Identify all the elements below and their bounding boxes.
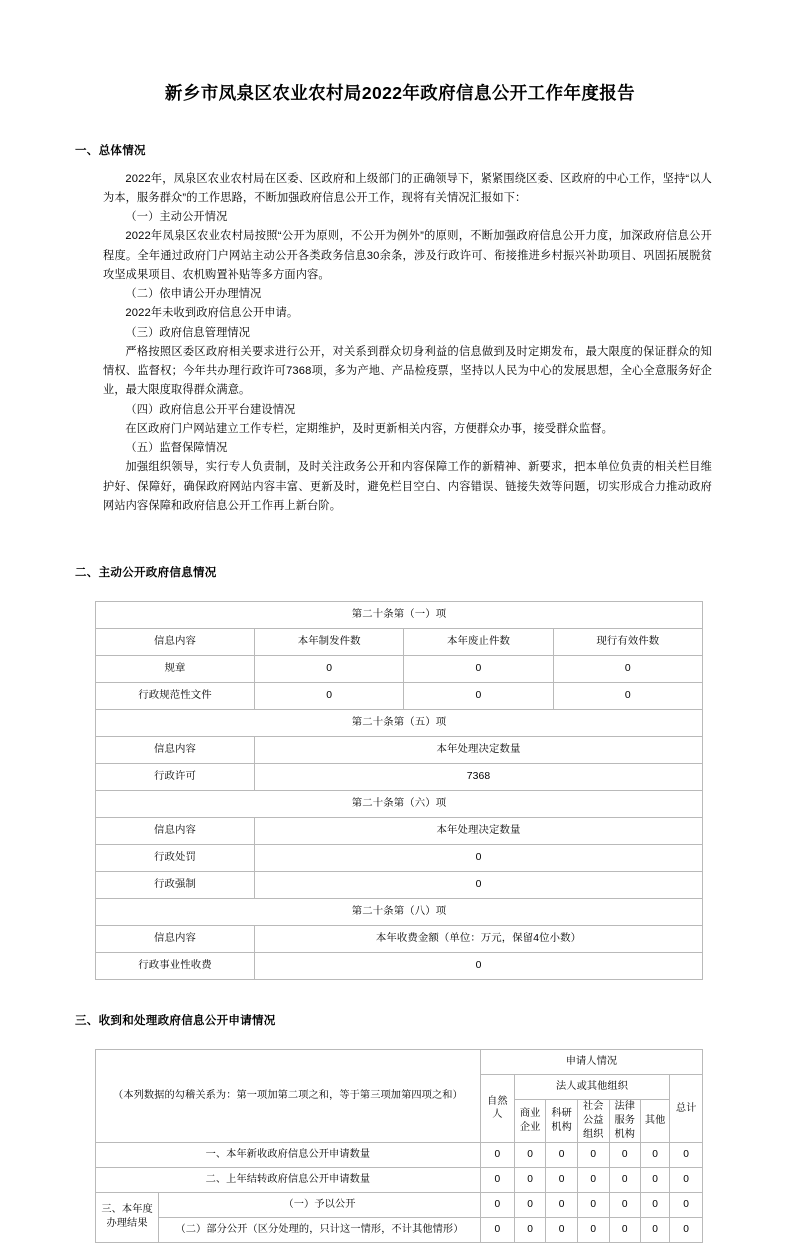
cell-value: 0 xyxy=(546,1167,578,1192)
cell-value: 0 xyxy=(546,1142,578,1167)
cell-value: 0 xyxy=(404,683,553,710)
cell-value: 0 xyxy=(480,1192,514,1217)
cell-value: 0 xyxy=(514,1142,546,1167)
paragraph: 2022年未收到政府信息公开申请。 xyxy=(125,307,299,320)
table-row xyxy=(96,710,703,737)
table-row xyxy=(96,656,703,683)
table-row xyxy=(96,818,703,845)
paragraph: （五）监督保障情况 xyxy=(125,442,228,455)
section-heading-overview: 一、总体情况 xyxy=(75,144,146,157)
column-header: 本年收费金额（单位：万元，保留4位小数） xyxy=(255,926,703,953)
column-header-commercial-enterprise: 商业企业 xyxy=(514,1100,546,1142)
cell-value: 7368 xyxy=(255,764,703,791)
column-header: 信息内容 xyxy=(96,818,255,845)
column-header-applicant-group: 申请人情况 xyxy=(480,1050,702,1075)
band-title: 第二十条第（六）项 xyxy=(96,791,703,818)
column-header: 本年制发件数 xyxy=(255,629,404,656)
table-row xyxy=(96,899,703,926)
band-title: 第二十条第（五）项 xyxy=(96,710,703,737)
cell-value: 0 xyxy=(609,1192,641,1217)
cell-value: 0 xyxy=(553,683,702,710)
cell-value: 0 xyxy=(670,1217,703,1242)
row-label: 二、上年结转政府信息公开申请数量 xyxy=(96,1167,481,1192)
cell-value: 0 xyxy=(609,1167,641,1192)
column-header-research-institution: 科研机构 xyxy=(546,1100,578,1142)
paragraph: 严格按照区委区政府相关要求进行公开，对关系到群众切身利益的信息做到及时定期发布，最大限度的保证群众的知情权、监督权；今年共办理行政许可7368项，多为产地、产品检疫票，坚持以人民为中心的发展思想，全心全意服务好企业，最大限度取得群众满意。 xyxy=(103,345,712,397)
cell-value: 0 xyxy=(255,953,703,980)
cell-value: 0 xyxy=(255,683,404,710)
table-row xyxy=(96,953,703,980)
table-row xyxy=(96,602,703,629)
column-header-total: 总计 xyxy=(670,1075,703,1142)
column-header: 本年废止件数 xyxy=(404,629,553,656)
paragraph: 在区政府门户网站建立工作专栏，定期维护，及时更新相关内容，方便群众办事，接受群众监督。 xyxy=(125,422,613,435)
band-title: 第二十条第（一）项 xyxy=(96,602,703,629)
cell-value: 0 xyxy=(553,656,702,683)
row-label: 行政许可 xyxy=(96,764,255,791)
cell-value: 0 xyxy=(670,1192,703,1217)
row-label: 一、本年新收政府信息公开申请数量 xyxy=(96,1142,481,1167)
cell-value: 0 xyxy=(609,1142,641,1167)
row-label: 行政事业性收费 xyxy=(96,953,255,980)
cell-value: 0 xyxy=(255,845,703,872)
paragraph: （四）政府信息公开平台建设情况 xyxy=(125,403,296,416)
table-row xyxy=(96,737,703,764)
row-label: （一）予以公开 xyxy=(159,1192,481,1217)
column-header: 现行有效件数 xyxy=(553,629,702,656)
cell-value: 0 xyxy=(546,1192,578,1217)
row-label: 行政强制 xyxy=(96,872,255,899)
cell-value: 0 xyxy=(641,1192,670,1217)
cell-value: 0 xyxy=(670,1142,703,1167)
cell-value: 0 xyxy=(577,1217,609,1242)
cell-value: 0 xyxy=(404,656,553,683)
reconciliation-note: （本列数据的勾稽关系为：第一项加第二项之和，等于第三项加第四项之和） xyxy=(96,1050,481,1142)
cell-value: 0 xyxy=(577,1192,609,1217)
row-group-label: 三、本年度办理结果 xyxy=(96,1192,159,1242)
cell-value: 0 xyxy=(480,1167,514,1192)
row-label: 行政处罚 xyxy=(96,845,255,872)
table-row xyxy=(96,764,703,791)
column-header: 本年处理决定数量 xyxy=(255,737,703,764)
table-row xyxy=(96,1192,703,1217)
row-label: （二）部分公开（区分处理的，只计这一情形，不计其他情形） xyxy=(159,1217,481,1242)
column-header: 信息内容 xyxy=(96,926,255,953)
cell-value: 0 xyxy=(670,1167,703,1192)
paragraph: 2022年，凤泉区农业农村局在区委、区政府和上级部门的正确领导下，紧紧围绕区委、区政府的中心工作，坚持“以人为本，服务群众”的工作思路，不断加强政府信息公开工作，现将有关情况汇报如下： xyxy=(103,172,712,204)
table-row xyxy=(96,629,703,656)
cell-value: 0 xyxy=(480,1217,514,1242)
section-heading-proactive-disclosure: 二、主动公开政府信息情况 xyxy=(75,567,217,580)
cell-value: 0 xyxy=(255,656,404,683)
column-header-public-welfare-org: 社会公益组织 xyxy=(577,1100,609,1142)
row-label: 规章 xyxy=(96,656,255,683)
cell-value: 0 xyxy=(546,1217,578,1242)
table-row xyxy=(96,1142,703,1167)
column-header-other: 其他 xyxy=(641,1100,670,1142)
table-row xyxy=(96,791,703,818)
column-header-legal-service-org: 法律服务机构 xyxy=(609,1100,641,1142)
cell-value: 0 xyxy=(609,1217,641,1242)
cell-value: 0 xyxy=(641,1142,670,1167)
table-row xyxy=(96,1217,703,1242)
section-heading-applications: 三、收到和处理政府信息公开申请情况 xyxy=(75,1015,276,1028)
cell-value: 0 xyxy=(480,1142,514,1167)
table-row xyxy=(96,1050,703,1075)
paragraph: （一）主动公开情况 xyxy=(125,211,228,224)
column-header-natural-person: 自然人 xyxy=(480,1075,514,1142)
proactive-disclosure-table xyxy=(95,601,703,980)
column-header: 信息内容 xyxy=(96,629,255,656)
cell-value: 0 xyxy=(514,1217,546,1242)
table-row xyxy=(96,845,703,872)
cell-value: 0 xyxy=(514,1192,546,1217)
band-title: 第二十条第（八）项 xyxy=(96,899,703,926)
column-header-legal-entity-group: 法人或其他组织 xyxy=(514,1075,669,1100)
cell-value: 0 xyxy=(577,1167,609,1192)
paragraph: （二）依申请公开办理情况 xyxy=(125,288,262,301)
table-row xyxy=(96,683,703,710)
page-title: 新乡市凤泉区农业农村局2022年政府信息公开工作年度报告 xyxy=(164,83,636,103)
cell-value: 0 xyxy=(255,872,703,899)
cell-value: 0 xyxy=(641,1167,670,1192)
table-row xyxy=(96,872,703,899)
proactive-disclosure-table-wrap xyxy=(0,580,800,980)
paragraph: 加强组织领导，实行专人负责制，及时关注政务公开和内容保障工作的新精神、新要求，把本单位负责的相关栏目维护好、保障好，确保政府网站内容丰富、更新及时，避免栏目空白、内容错误、链接失效等问题，切实形成合力推动政府网站内容保障和政府信息公开工作再上新台阶。 xyxy=(103,461,712,513)
cell-value: 0 xyxy=(514,1167,546,1192)
applications-table-wrap xyxy=(0,1028,800,1242)
table-row xyxy=(96,1167,703,1192)
column-header: 信息内容 xyxy=(96,737,255,764)
applications-table xyxy=(95,1049,703,1242)
paragraph: （三）政府信息管理情况 xyxy=(125,326,251,339)
table-row xyxy=(96,926,703,953)
row-label: 行政规范性文件 xyxy=(96,683,255,710)
paragraph: 2022年凤泉区农业农村局按照“公开为原则，不公开为例外”的原则，不断加强政府信息公开力度，加深政府信息公开程度。全年通过政府门户网站主动公开各类政务信息30余条，涉及行政许可、衔接推进乡村振兴补助项目、巩固拓展脱贫攻坚成果项目、农机购置补贴等多方面内容。 xyxy=(103,230,712,281)
section-overview-body xyxy=(0,158,800,517)
column-header: 本年处理决定数量 xyxy=(255,818,703,845)
cell-value: 0 xyxy=(577,1142,609,1167)
cell-value: 0 xyxy=(641,1217,670,1242)
